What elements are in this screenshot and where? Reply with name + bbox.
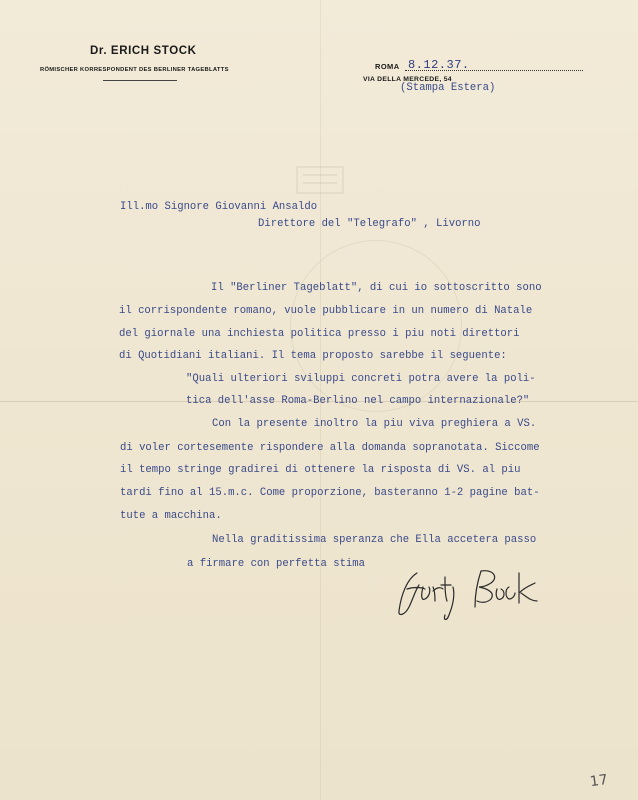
watermark-seal xyxy=(290,240,462,412)
body-line: tute a macchina. xyxy=(120,510,222,522)
letter-date: 8.12.37. xyxy=(408,58,470,72)
page-number: 17 xyxy=(588,771,609,791)
stampa-estera: (Stampa Estera) xyxy=(400,82,496,94)
body-line: tica dell'asse Roma-Berlino nel campo internazionale?" xyxy=(186,395,530,407)
letterhead-name: Dr. ERICH STOCK xyxy=(90,45,197,57)
recipient-line: Direttore del "Telegrafo" , Livorno xyxy=(258,218,481,230)
letterhead-place: ROMA xyxy=(375,62,400,71)
body-line: "Quali ulteriori sviluppi concreti potra avere la poli- xyxy=(186,373,536,385)
handwritten-signature xyxy=(395,565,545,625)
letterhead-rule xyxy=(103,80,177,81)
body-line: Il "Berliner Tageblatt", di cui io sottoscritto sono xyxy=(211,282,542,294)
body-line: tardi fino al 15.m.c. Come proporzione, basteranno 1-2 pagine bat- xyxy=(120,487,540,499)
body-line: Nella graditissima speranza che Ella accetera passo xyxy=(212,534,537,546)
body-line: di voler cortesemente rispondere alla domanda sopranotata. Siccome xyxy=(120,442,540,454)
stamp-smudge xyxy=(295,165,345,195)
letterhead-subtitle: RÖMISCHER KORRESPONDENT DES BERLINER TAGEBLATTS xyxy=(40,67,229,73)
body-line: Con la presente inoltro la piu viva preghiera a VS. xyxy=(212,418,537,430)
recipient-line: Ill.mo Signore Giovanni Ansaldo xyxy=(120,201,318,213)
body-line: di Quotidiani italiani. Il tema proposto sarebbe il seguente: xyxy=(119,350,507,362)
signature-text: E. Stock xyxy=(395,565,399,566)
body-line: del giornale una inchiesta politica presso i piu noti direttori xyxy=(119,328,520,340)
body-line: il corrispondente romano, vuole pubblicare in un numero di Natale xyxy=(119,305,533,317)
letterhead-street: VIA DELLA MERCEDE, 54 xyxy=(363,76,452,83)
body-line: il tempo stringe gradirei di ottenere la risposta di VS. al piu xyxy=(120,464,521,476)
body-line: a firmare con perfetta stima xyxy=(187,558,366,570)
